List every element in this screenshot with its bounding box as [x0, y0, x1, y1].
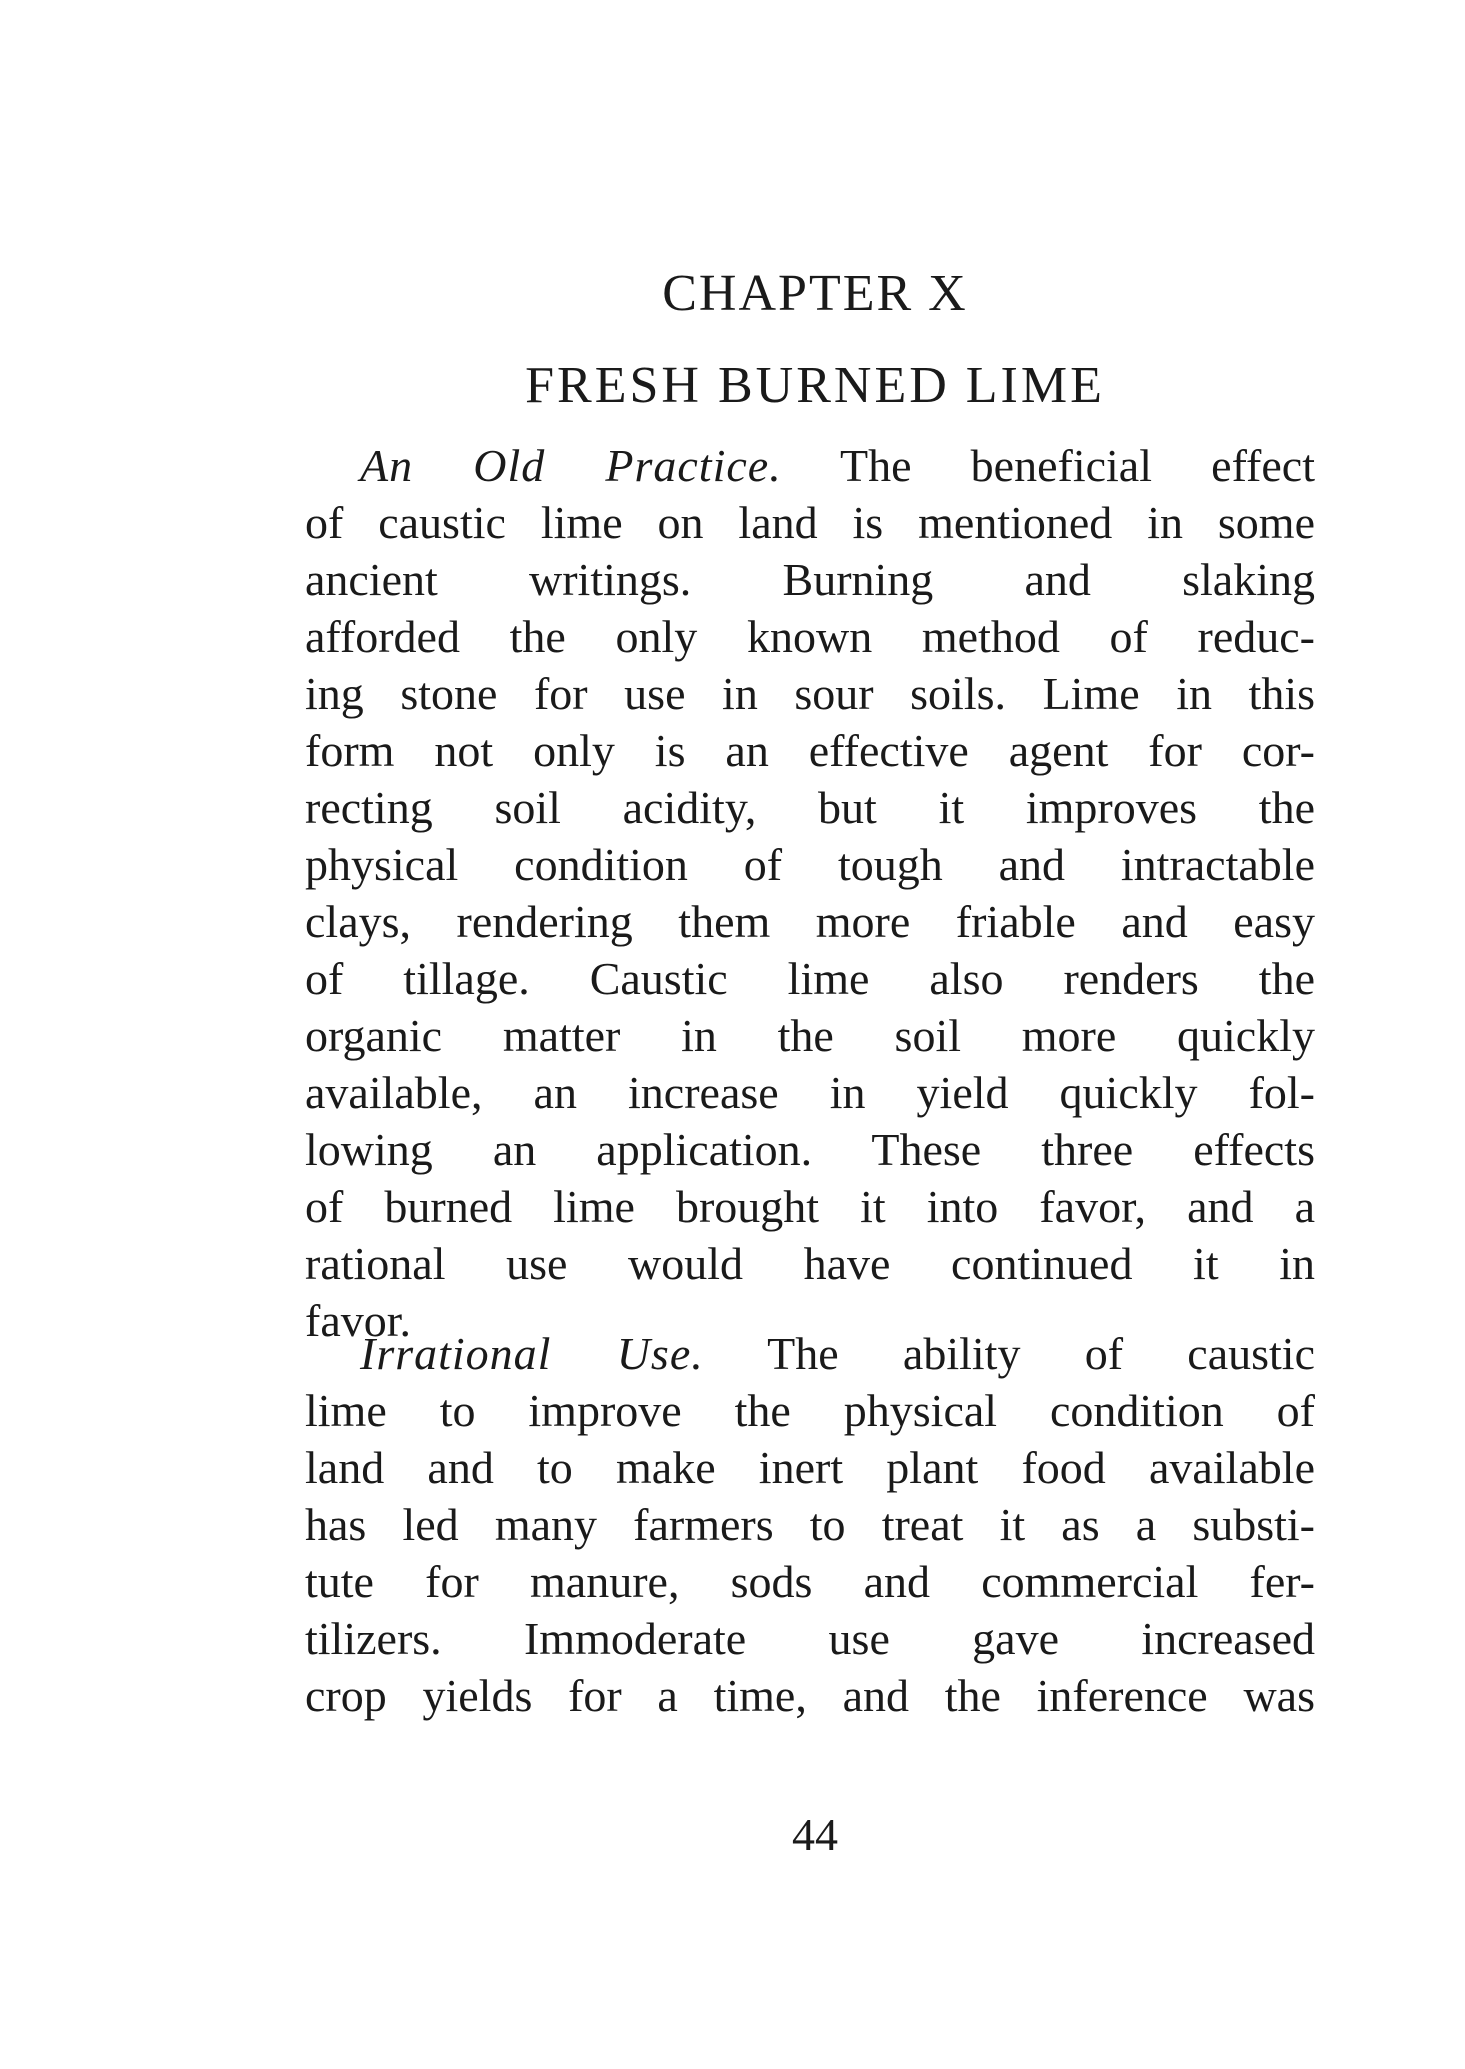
paragraph-line: lowing an application. These three effects: [305, 1124, 1315, 1175]
paragraph-line: clays, rendering them more friable and easy: [305, 896, 1315, 947]
chapter-title: FRESH BURNED LIME: [525, 357, 1105, 414]
paragraph-line: organic matter in the soil more quickly: [305, 1010, 1315, 1061]
paragraph-line: [305, 1325, 1315, 1382]
paragraph-line: crop yields for a time, and the inference was: [305, 1670, 1315, 1721]
paragraph-line: lime to improve the physical condition of: [305, 1385, 1315, 1436]
paragraph-irrational-use: [305, 1325, 1315, 1724]
paragraph-line: of tillage. Caustic lime also renders the: [305, 953, 1315, 1004]
paragraph-line: ancient writings. Burning and slaking: [305, 554, 1315, 605]
paragraph-line: form not only is an effective agent for cor-: [305, 725, 1315, 776]
paragraph-line: of caustic lime on land is mentioned in some: [305, 497, 1315, 548]
paragraph-line: of burned lime brought it into favor, and a: [305, 1181, 1315, 1232]
line-text: The beneficial effect: [781, 440, 1315, 491]
paragraph-line: available, an increase in yield quickly fol-: [305, 1067, 1315, 1118]
line-text: The ability of caustic: [703, 1328, 1315, 1379]
paragraph-line: rational use would have continued it in: [305, 1238, 1315, 1289]
paragraph-line: favor.: [305, 1295, 412, 1346]
paragraph-old-practice: [305, 437, 1315, 1349]
paragraph-line: ing stone for use in sour soils. Lime in this: [305, 668, 1315, 719]
section-heading: An Old Practice.: [360, 440, 782, 491]
paragraph-line: tute for manure, sods and commercial fer-: [305, 1556, 1315, 1607]
paragraph-line: afforded the only known method of reduc-: [305, 611, 1315, 662]
paragraph-line: tilizers. Immoderate use gave increased: [305, 1613, 1315, 1664]
paragraph-line: recting soil acidity, but it improves the: [305, 782, 1315, 833]
paragraph-line: has led many farmers to treat it as a substi-: [305, 1499, 1315, 1550]
page-number: 44: [792, 1809, 838, 1860]
paragraph-line: land and to make inert plant food available: [305, 1442, 1315, 1493]
section-heading: Irrational Use.: [360, 1328, 704, 1379]
paragraph-line: physical condition of tough and intractable: [305, 839, 1315, 890]
chapter-number: CHAPTER X: [662, 265, 968, 322]
paragraph-line: [305, 437, 1315, 494]
